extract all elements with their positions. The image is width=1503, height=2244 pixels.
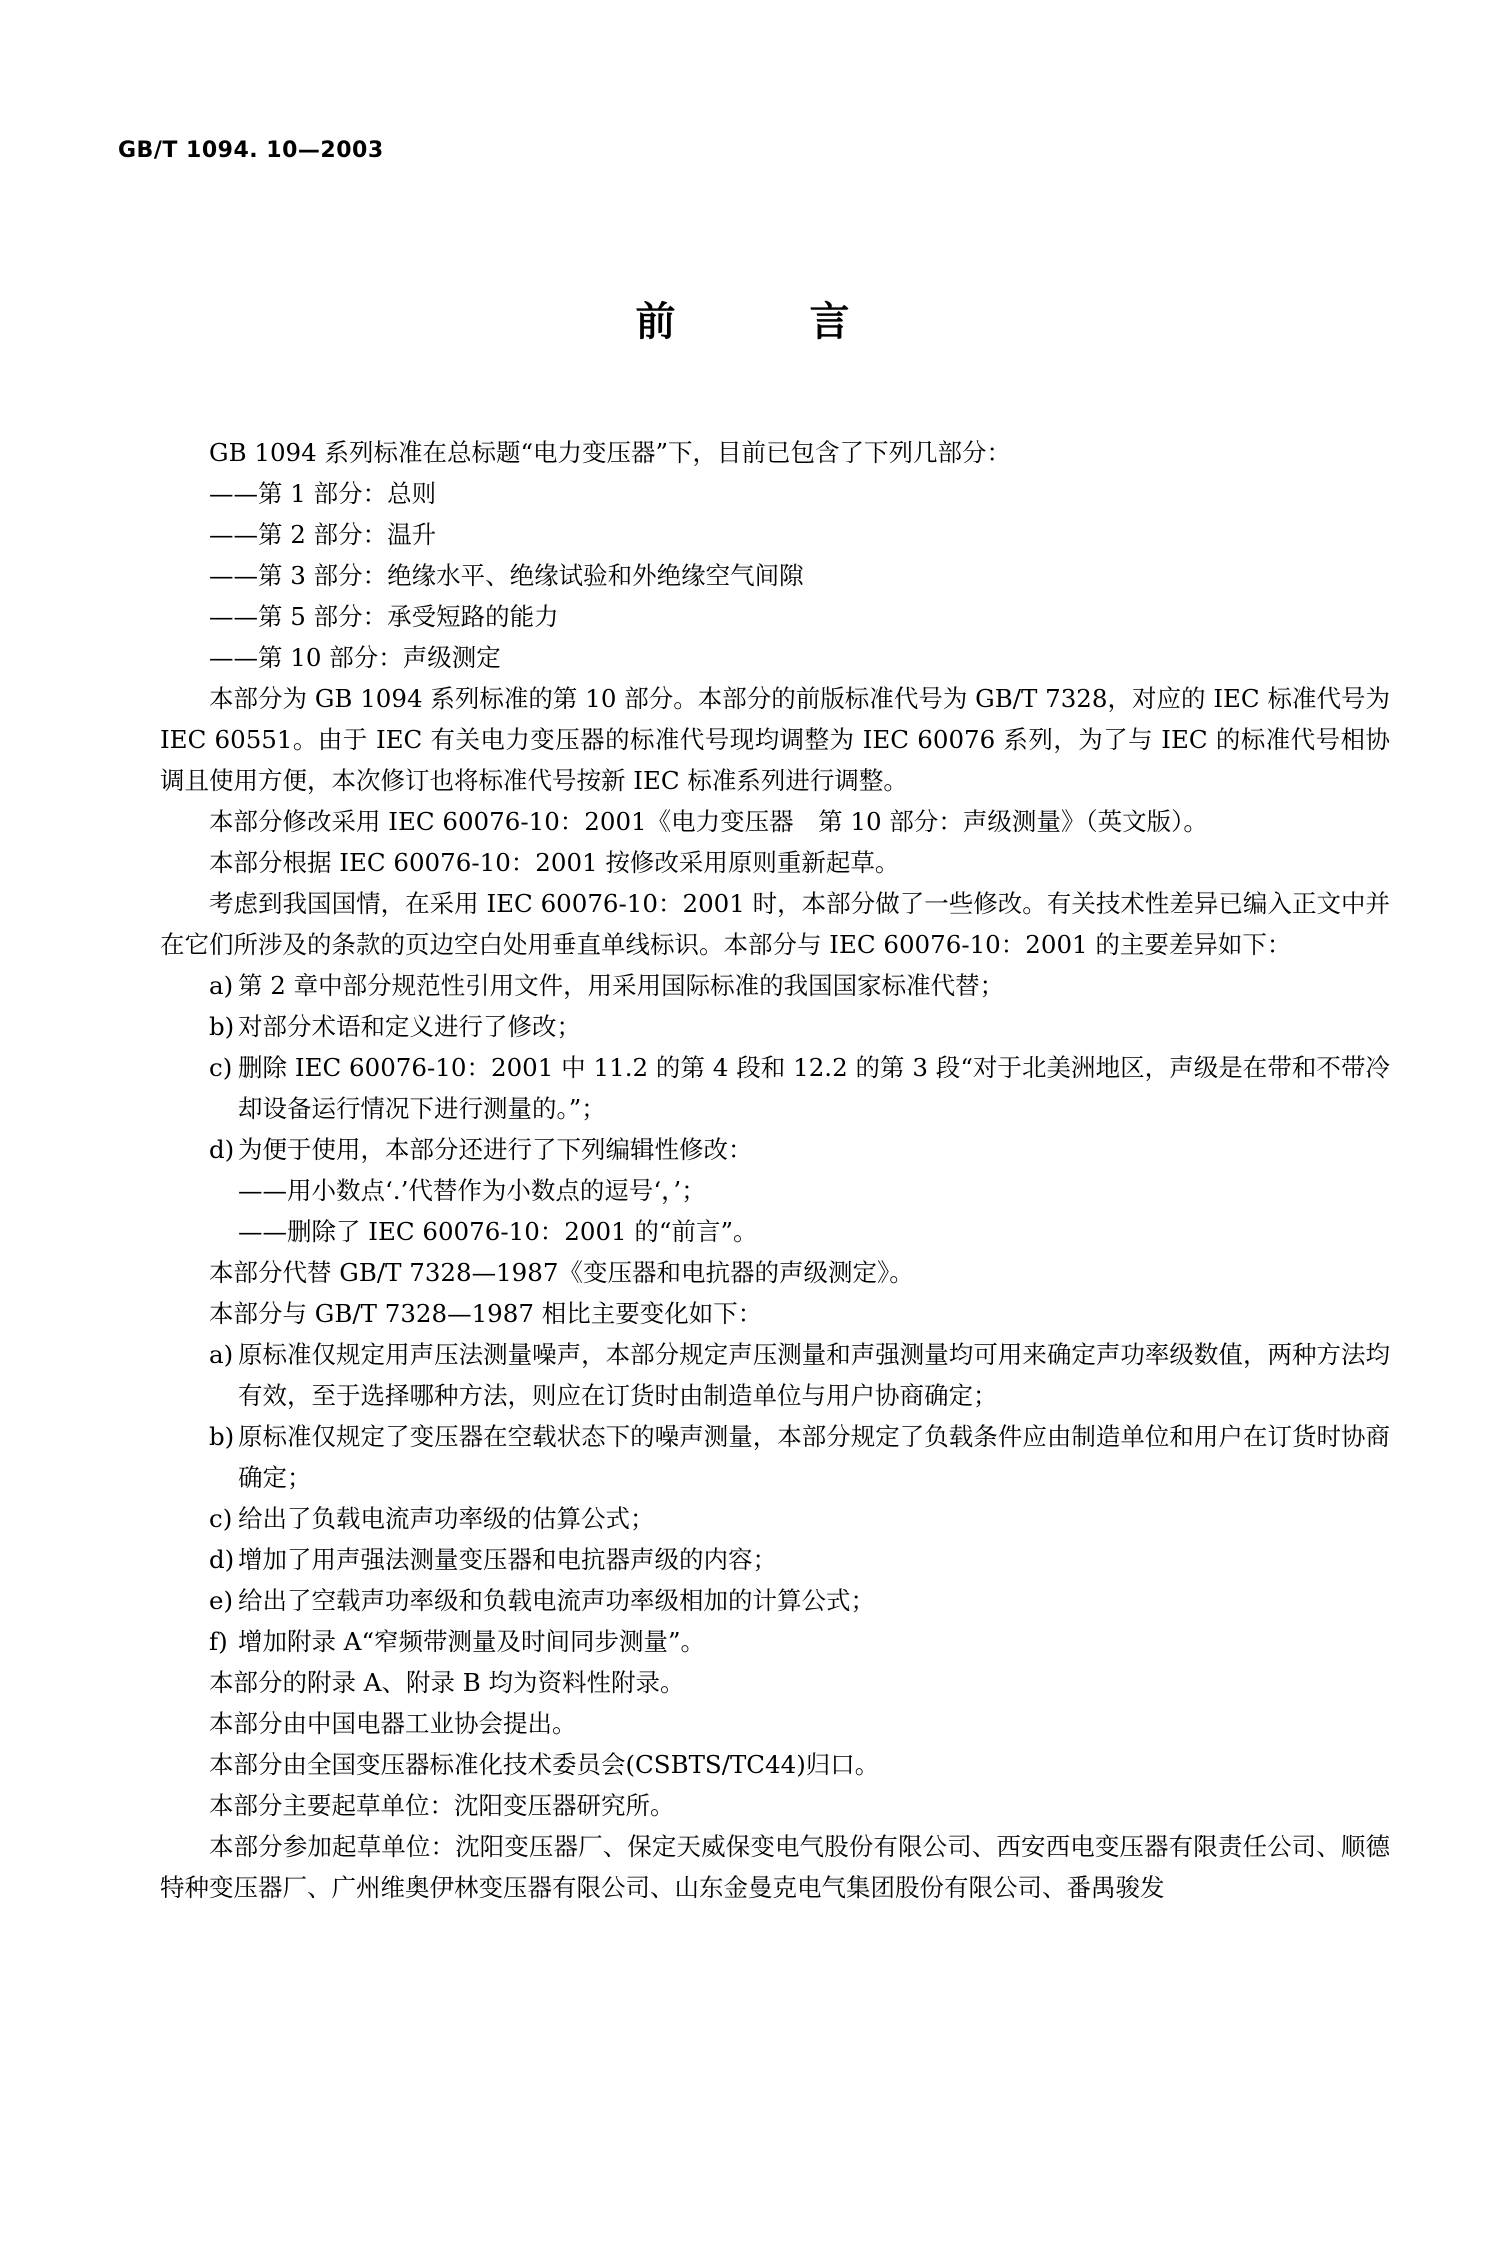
paragraph-9: 本部分由全国变压器标准化技术委员会(CSBTS/TC44)归口。 <box>209 1750 880 1779</box>
list-item-text: 增加了用声强法测量变压器和电抗器声级的内容； <box>238 1545 777 1574</box>
list-item-text: 给出了空载声功率级和负载电流声功率级相加的计算公式； <box>238 1586 875 1615</box>
list-marker: f) <box>209 1627 228 1656</box>
paragraph-1: 本部分为 GB 1094 系列标准的第 10 部分。本部分的前版标准代号为 GB/T 7328，对应的 IEC 标准代号为 IEC 60551。由于 IEC 有关电力变压器的标准代号现均调整为 IEC 60076 系列，为了与 IEC 的标准代号相协调且使用方便，本次修订也将标准代号按新 IEC 标准系列进行调整。 <box>160 684 1390 795</box>
list-item <box>160 1334 1390 1416</box>
list-item-text: 对部分术语和定义进行了修改； <box>238 1012 581 1041</box>
paragraph-5: 本部分代替 GB/T 7328—1987《变压器和电抗器的声级测定》。 <box>209 1258 914 1287</box>
list-item <box>160 1416 1390 1498</box>
part-item-1: ——第 1 部分：总则 <box>209 479 437 508</box>
list-item-text: 第 2 章中部分规范性引用文件，用采用国际标准的我国国家标准代替； <box>238 971 1005 1000</box>
paragraph-11: 本部分参加起草单位：沈阳变压器厂、保定天威保变电气股份有限公司、西安西电变压器有限责任公司、顺德特种变压器厂、广州维奥伊林变压器有限公司、山东金曼克电气集团股份有限公司、番禺骏发 <box>160 1832 1390 1902</box>
sub-item-d-1: ——用小数点‘.’代替作为小数点的逗号‘，’； <box>238 1176 706 1205</box>
part-item-3: ——第 3 部分：绝缘水平、绝缘试验和外绝缘空气间隙 <box>209 561 804 590</box>
differences-list <box>160 965 1390 1170</box>
page-header-standard-code: GB/T 1094. 10—2003 <box>118 138 384 163</box>
list-item-text: 增加附录 A“窄频带测量及时间同步测量”。 <box>238 1627 706 1656</box>
list-marker: b) <box>209 1012 235 1041</box>
list-marker: a) <box>209 1340 234 1369</box>
paragraph-7: 本部分的附录 A、附录 B 均为资料性附录。 <box>209 1668 685 1697</box>
document-body <box>160 432 1390 1908</box>
sub-item-d-2: ——删除了 IEC 60076-10：2001 的“前言”。 <box>238 1217 758 1246</box>
list-item <box>160 1539 1390 1580</box>
page-title: 前 言 <box>635 299 868 345</box>
intro-paragraph: GB 1094 系列标准在总标题“电力变压器”下，目前已包含了下列几部分： <box>209 438 1012 467</box>
list-marker: d) <box>209 1135 235 1164</box>
list-item <box>160 1580 1390 1621</box>
list-item <box>160 1129 1390 1170</box>
list-item <box>160 1006 1390 1047</box>
list-marker: c) <box>209 1053 233 1082</box>
list-item-text: 原标准仅规定用声压法测量噪声，本部分规定声压测量和声强测量均可用来确定声功率级数值，两种方法均有效，至于选择哪种方法，则应在订货时由制造单位与用户协商确定； <box>238 1340 1390 1410</box>
paragraph-10: 本部分主要起草单位：沈阳变压器研究所。 <box>209 1791 675 1820</box>
list-item-text: 为便于使用，本部分还进行了下列编辑性修改： <box>238 1135 753 1164</box>
changes-list <box>160 1334 1390 1662</box>
list-item <box>160 1047 1390 1129</box>
list-marker: d) <box>209 1545 235 1574</box>
part-item-2: ——第 2 部分：温升 <box>209 520 437 549</box>
list-marker: c) <box>209 1504 233 1533</box>
part-item-4: ——第 5 部分：承受短路的能力 <box>209 602 559 631</box>
list-item-text: 删除 IEC 60076-10：2001 中 11.2 的第 4 段和 12.2 的第 3 段“对于北美洲地区，声级是在带和不带冷却设备运行情况下进行测量的。”； <box>238 1053 1390 1123</box>
list-marker: a) <box>209 971 234 1000</box>
paragraph-6: 本部分与 GB/T 7328—1987 相比主要变化如下： <box>209 1299 763 1328</box>
list-marker: b) <box>209 1422 235 1451</box>
paragraph-2: 本部分修改采用 IEC 60076-10：2001《电力变压器 第 10 部分：声级测量》（英文版）。 <box>209 807 1208 836</box>
list-item-text: 原标准仅规定了变压器在空载状态下的噪声测量，本部分规定了负载条件应由制造单位和用户在订货时协商确定； <box>238 1422 1390 1492</box>
list-marker: e) <box>209 1586 234 1615</box>
paragraph-8: 本部分由中国电器工业协会提出。 <box>209 1709 577 1738</box>
list-item <box>160 1621 1390 1662</box>
paragraph-4: 考虑到我国国情，在采用 IEC 60076-10：2001 时，本部分做了一些修改。有关技术性差异已编入正文中并在它们所涉及的条款的页边空白处用垂直单线标识。本部分与 IEC 60076-10：2001 的主要差异如下： <box>160 889 1390 959</box>
list-item <box>160 965 1390 1006</box>
paragraph-3: 本部分根据 IEC 60076-10：2001 按修改采用原则重新起草。 <box>209 848 900 877</box>
list-item-text: 给出了负载电流声功率级的估算公式； <box>238 1504 655 1533</box>
list-item <box>160 1498 1390 1539</box>
part-item-5: ——第 10 部分：声级测定 <box>209 643 501 672</box>
